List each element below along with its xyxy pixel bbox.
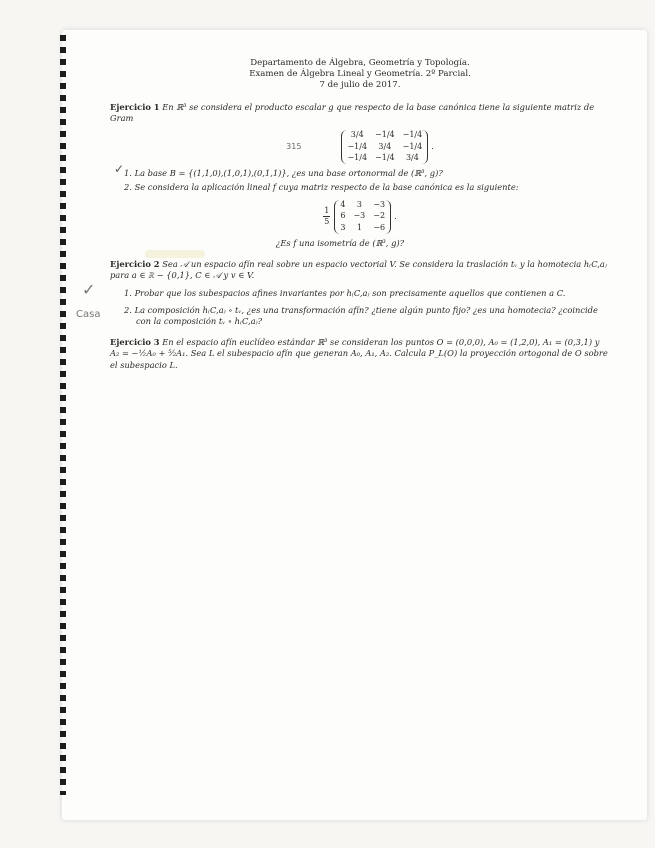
handwritten-tick-mark: ✓ — [114, 162, 125, 176]
f-matrix — [334, 200, 391, 234]
gram-entry: 3/4 — [350, 129, 364, 139]
gram-entry: −1/4 — [375, 153, 395, 163]
exercise-1-item-2: 2. Se considera la aplicación lineal f cuya matriz respecto de la base canónica es la siguiente: — [124, 182, 519, 193]
handwritten-margin-note: Casa — [76, 309, 101, 320]
exam-content — [110, 58, 610, 371]
exercise-3-title: Ejercicio 3 — [110, 337, 160, 348]
exercise-2-title: Ejercicio 2 — [110, 259, 160, 270]
gram-entry: −1/4 — [375, 129, 395, 139]
f-entry: 6 — [340, 211, 346, 221]
exercise-1 — [110, 102, 610, 250]
exercise-3-text: En el espacio afín euclídeo estándar ℝ³ se consideran los puntos O = (0,0,0), A₀ = (1,2,0), A₁ = (0,3,1) y A₂ = −½A₀ + ⁵⁄₂A₁. Sea L el subespacio afín que generan A₀, A₁, A₂. Calcula P_L(O) la proyección ortogonal de O sobre el subespacio L. — [110, 337, 608, 370]
gram-entry: −1/4 — [402, 129, 423, 139]
f-entry: −3 — [353, 211, 366, 221]
handwritten-note: 315 — [286, 141, 302, 151]
exercise-2-text: Sea 𝒜 un espacio afín real sobre un espacio vectorial V. Se considera la traslación tᵥ y la homotecia h₍C,a₎ para a ∈ ℝ − {0,1}, C ∈ 𝒜 y v ∈ V. — [110, 259, 607, 281]
handwritten-check-mark: ✓ — [82, 280, 96, 299]
spiral-binding — [60, 35, 66, 795]
exercise-3 — [110, 337, 610, 371]
exercise-1-title: Ejercicio 1 — [110, 101, 160, 112]
exam-header — [110, 58, 610, 92]
exercise-2-item-1: 1. Probar que los subespacios afines invariantes por h₍C,a₎ son precisamente aquellos que contienen a C. — [124, 287, 566, 298]
f-entry: −2 — [373, 211, 386, 221]
f-entry: −6 — [373, 223, 386, 233]
exercise-1-question: ¿Es f una isometría de (ℝ³, g)? — [275, 238, 405, 249]
scalar-fraction: $\frac{1}{5}$ — [324, 205, 330, 227]
f-entry: −3 — [373, 199, 386, 209]
exam-date-line: 7 de julio de 2017. — [319, 80, 401, 91]
exercise-2-item-2: 2. La composición h₍C,a₎ ∘ tᵥ, ¿es una transformación afín? ¿tiene algún punto fijo? ¿es una homotecia? ¿coincide con la composición tᵥ ∘ h₍C,a₎? — [124, 304, 598, 326]
gram-entry: 3/4 — [405, 153, 419, 163]
gram-entry: −1/4 — [402, 141, 423, 151]
gram-entry: −1/4 — [347, 153, 368, 163]
exercise-2 — [110, 259, 610, 327]
f-entry: 3 — [356, 199, 362, 209]
f-matrix-row: $\frac{1}{5}$ 4 3 −3 6 −3 −2 3 1 −6 . — [324, 199, 397, 233]
exercise-1-item-1: 1. La base B = {(1,1,0),(1,0,1),(0,1,1)}, ¿es una base ortonormal de (ℝ³, g)? — [124, 168, 443, 179]
exam-title-line: Examen de Álgebra Lineal y Geometría. 2º Parcial. — [249, 69, 471, 80]
department-line: Departamento de Álgebra, Geometría y Topología. — [250, 58, 470, 68]
f-entry: 1 — [356, 223, 362, 233]
gram-matrix — [341, 130, 428, 164]
gram-entry: −1/4 — [347, 141, 368, 151]
exercise-1-text: En ℝ³ se considera el producto escalar g que respecto de la base canónica tiene la siguiente matriz de Gram — [110, 101, 595, 123]
gram-entry: 3/4 — [378, 141, 392, 151]
f-entry: 3 — [340, 223, 346, 233]
f-entry: 4 — [340, 199, 346, 209]
gram-matrix-row: 315 3/4 −1/4 −1/4 −1/4 3/4 −1/4 −1/4 −1/4 3/4 . — [286, 129, 434, 163]
